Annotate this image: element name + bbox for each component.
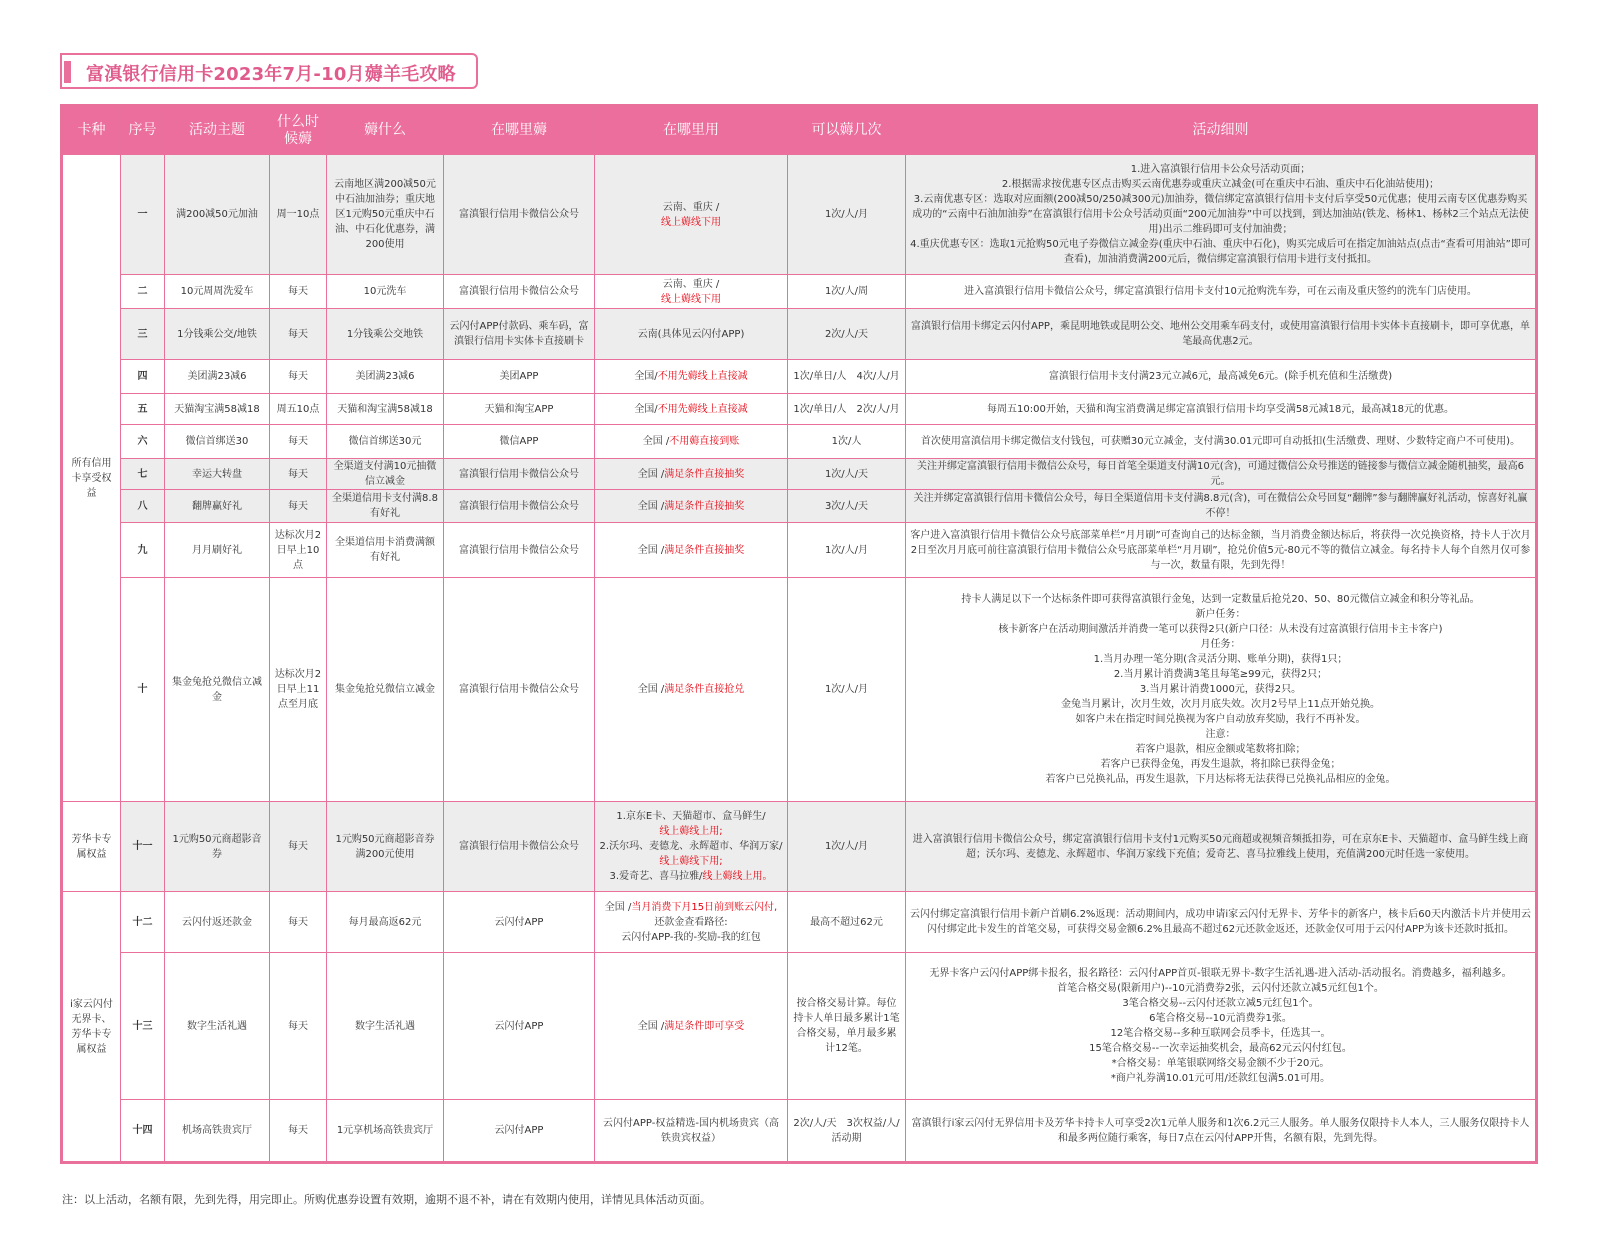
activity-detail bbox=[906, 802, 1537, 892]
activity-what: 10元洗车 bbox=[327, 275, 444, 309]
row-number: 七 bbox=[121, 459, 165, 490]
activity-times: 1次/人/月 bbox=[788, 523, 906, 578]
activity-where-use bbox=[595, 155, 788, 275]
activity-theme: 微信首绑送30 bbox=[165, 425, 270, 459]
activity-where-use bbox=[595, 394, 788, 425]
use-line-text: 线上薅线上用; bbox=[659, 826, 723, 837]
use-scope: 全国 / bbox=[604, 901, 632, 913]
activity-detail bbox=[906, 892, 1537, 953]
activity-detail bbox=[906, 360, 1537, 394]
header-when: 什么时候薅 bbox=[270, 106, 327, 155]
activity-when: 周一10点 bbox=[270, 155, 327, 275]
activity-where-get: 富滇银行信用卡微信公众号 bbox=[444, 802, 595, 892]
detail-line: 云闪付绑定富滇银行信用卡新户首刷6.2%返现：活动期间内，成功申请i家云闪付无界卡、芳华卡的新客户，核卡后60天内激活卡片并使用云闪付绑定此卡发生的首笔交易，可获得交易金额6.2%且最高不超过62元还款金返还，还款金仅可用于云闪付APP为该卡还款时抵扣。 bbox=[910, 909, 1531, 935]
header-detail: 活动细则 bbox=[906, 106, 1537, 155]
activity-when: 达标次月2日早上11点至月底 bbox=[270, 578, 327, 802]
use-scope: 云南、重庆 / bbox=[662, 201, 720, 213]
use-note: 不用薅直接到账 bbox=[669, 436, 740, 447]
use-scope: 全国 / bbox=[637, 684, 665, 695]
activity-when: 每天 bbox=[270, 892, 327, 953]
table-row bbox=[62, 459, 1537, 490]
activity-times: 按合格交易计算。每位持卡人单日最多累计1笔合格交易，单月最多累计12笔。 bbox=[788, 953, 906, 1100]
row-number: 三 bbox=[121, 309, 165, 360]
detail-line: 若客户退款，相应金额或笔数将扣除； bbox=[1135, 744, 1306, 755]
use-scope: 云南(具体见云闪付APP) bbox=[637, 328, 745, 340]
activity-when: 达标次月2日早上10点 bbox=[270, 523, 327, 578]
detail-line: 注意： bbox=[1205, 729, 1236, 740]
table-row bbox=[62, 523, 1537, 578]
use-line bbox=[599, 809, 783, 824]
use-scope: 全国 / bbox=[642, 436, 670, 447]
header-where-use: 在哪里用 bbox=[595, 106, 788, 155]
activity-where-use bbox=[595, 523, 788, 578]
table-row bbox=[62, 360, 1537, 394]
activity-detail bbox=[906, 490, 1537, 523]
use-extra-line: 云闪付APP-我的-奖励-我的红包 bbox=[621, 931, 761, 943]
table-row bbox=[62, 425, 1537, 459]
detail-line: 无界卡客户云闪付APP绑卡报名，报名路径：云闪付APP首页-银联无界卡-数字生活礼遇-进入活动-活动报名。消费越多，福利越多。 bbox=[929, 968, 1512, 979]
detail-line: 首笔合格交易(限新用户)--10元消费券2张，云闪付还款立减5元红包1个。 bbox=[1057, 983, 1384, 994]
activity-detail bbox=[906, 523, 1537, 578]
detail-line: 进入富滇银行信用卡微信公众号，绑定富滇银行信用卡支付1元购买50元商超或视频音频抵扣券，可在京东E卡、天猫超市、盒马鲜生线上商超；沃尔玛、麦德龙、永辉超市、华润万家线下充值；爱奇艺、喜马拉雅线上使用，充值满200元时任选一家使用。 bbox=[912, 833, 1529, 860]
detail-line: 3.当月累计消费1000元，获得2只。 bbox=[1139, 684, 1302, 695]
use-scope: 全国/ bbox=[634, 371, 658, 382]
detail-line: 富滇银行信用卡绑定云闪付APP，乘昆明地铁或昆明公交、地州公交用乘车码支付，或使用富滇银行信用卡实体卡直接刷卡，即可享优惠，单笔最高优惠2元。 bbox=[911, 321, 1530, 347]
activity-where-use bbox=[595, 490, 788, 523]
activity-what: 集金兔抢兑微信立减金 bbox=[327, 578, 444, 802]
activity-times: 2次/人/天 3次权益/人/活动期 bbox=[788, 1100, 906, 1163]
activity-detail bbox=[906, 309, 1537, 360]
detail-line: 1.进入富滇银行信用卡公众号活动页面； bbox=[1130, 164, 1311, 175]
activity-what: 微信首绑送30元 bbox=[327, 425, 444, 459]
use-note: 线上薅线下用 bbox=[661, 216, 721, 228]
activity-theme: 1元购50元商超影音券 bbox=[165, 802, 270, 892]
use-note: 当月消费下月15日前到账云闪付, bbox=[631, 901, 778, 913]
activity-where-get: 富滇银行信用卡微信公众号 bbox=[444, 459, 595, 490]
detail-line: *商户礼券满10.01元可用/还款红包满5.01可用。 bbox=[1110, 1073, 1331, 1084]
row-number: 一 bbox=[121, 155, 165, 275]
detail-line: 如客户未在指定时间兑换视为客户自动放弃奖励，我行不再补发。 bbox=[1075, 714, 1366, 725]
activity-where-use bbox=[595, 802, 788, 892]
activity-theme: 幸运大转盘 bbox=[165, 459, 270, 490]
activity-what: 美团满23减6 bbox=[327, 360, 444, 394]
detail-line: 进入富滇银行信用卡微信公众号，绑定富滇银行信用卡支付10元抢购洗车券，可在云南及重庆签约的洗车门店使用。 bbox=[964, 286, 1477, 297]
use-note: 不用先薅线上直接减 bbox=[657, 403, 748, 415]
detail-line: 若客户已获得金兔，再发生退款，将扣除已获得金兔； bbox=[1100, 759, 1341, 770]
detail-line: 持卡人满足以下一个达标条件即可获得富滇银行金兔，达到一定数量后抢兑20、50、80元微信立减金和积分等礼品。 bbox=[961, 594, 1480, 605]
title-accent-bar bbox=[64, 61, 71, 83]
header-what: 薅什么 bbox=[327, 106, 444, 155]
use-scope: 云南、重庆 / bbox=[662, 278, 720, 290]
detail-line: 12笔合格交易--多种互联网会员季卡，任选其一。 bbox=[1110, 1028, 1331, 1039]
detail-line: 15笔合格交易--一次幸运抽奖机会，最高62元云闪付红包。 bbox=[1089, 1043, 1352, 1054]
activity-when: 每天 bbox=[270, 953, 327, 1100]
activity-what: 数字生活礼遇 bbox=[327, 953, 444, 1100]
detail-line: 核卡新客户在活动期间激活并消费一笔可以获得2只(新户口径：从未没有过富滇银行信用卡主卡客户) bbox=[998, 624, 1443, 635]
activity-what: 1元享机场高铁贵宾厅 bbox=[327, 1100, 444, 1163]
use-line-suffix: 线上薅线上用。 bbox=[702, 871, 773, 882]
detail-line: 2.当月累计消费满3笔且每笔≥99元，获得2只； bbox=[1113, 669, 1328, 680]
card-type-cell: i家云闪付无界卡、芳华卡专属权益 bbox=[62, 892, 121, 1163]
detail-line: 新户任务： bbox=[1195, 609, 1246, 620]
activity-times: 1次/单日/人 4次/人/月 bbox=[788, 360, 906, 394]
detail-line: 每周五10:00开始，天猫和淘宝消费满足绑定富滇银行信用卡均享受满58元减18元，最高减18元的优惠。 bbox=[987, 403, 1454, 415]
detail-line: 6笔合格交易--10元消费券1张。 bbox=[1149, 1013, 1292, 1024]
detail-line: 富滇银行i家云闪付无界信用卡及芳华卡持卡人可享受2次1元单人服务和1次6.2元三人服务。单人服务仅限持卡人本人，三人服务仅限持卡人和最多两位随行乘客，每日7点在云闪付APP开售，名额有限，先到先得。 bbox=[911, 1117, 1530, 1144]
activity-theme: 数字生活礼遇 bbox=[165, 953, 270, 1100]
row-number: 十四 bbox=[121, 1100, 165, 1163]
detail-line: 月任务： bbox=[1200, 639, 1241, 650]
page-title: 富滇银行信用卡2023年7月-10月薅羊毛攻略 bbox=[86, 64, 456, 85]
row-number: 二 bbox=[121, 275, 165, 309]
activity-where-get: 天猫和淘宝APP bbox=[444, 394, 595, 425]
table-row bbox=[62, 802, 1537, 892]
use-scope: 全国 / bbox=[637, 1020, 665, 1032]
card-type-cell: 所有信用卡享受权益 bbox=[62, 155, 121, 802]
activity-where-use bbox=[595, 360, 788, 394]
detail-line: *合格交易：单笔银联网络交易金额不少于20元。 bbox=[1111, 1058, 1330, 1069]
activity-where-get: 微信APP bbox=[444, 425, 595, 459]
use-line-text: 3.爱奇艺、喜马拉雅/ bbox=[609, 871, 703, 882]
row-number: 八 bbox=[121, 490, 165, 523]
activity-what: 1分钱乘公交地铁 bbox=[327, 309, 444, 360]
activity-where-use bbox=[595, 459, 788, 490]
use-line-text: 1.京东E卡、天猫超市、盒马鲜生/ bbox=[616, 811, 766, 822]
detail-line: 若客户已兑换礼品，再发生退款，下月达标将无法获得已兑换礼品相应的金兔。 bbox=[1045, 774, 1396, 785]
activity-when: 每天 bbox=[270, 275, 327, 309]
activity-what: 云南地区满200减50元中石油加油券；重庆地区1元购50元重庆中石油、中石化优惠券，满200使用 bbox=[327, 155, 444, 275]
activity-theme: 翻牌赢好礼 bbox=[165, 490, 270, 523]
row-number: 十三 bbox=[121, 953, 165, 1100]
use-scope: 全国 / bbox=[637, 500, 665, 512]
activity-detail bbox=[906, 1100, 1537, 1163]
activity-where-get: 云闪付APP bbox=[444, 892, 595, 953]
use-note: 不用先薅线上直接减 bbox=[657, 371, 748, 382]
activity-what: 全渠道信用卡支付满8.8有好礼 bbox=[327, 490, 444, 523]
activity-where-use bbox=[595, 892, 788, 953]
use-line-text: 2.沃尔玛、麦德龙、永辉超市、华润万家/ bbox=[599, 841, 783, 852]
activity-when: 每天 bbox=[270, 425, 327, 459]
activity-times: 3次/人/天 bbox=[788, 490, 906, 523]
use-extra-line: 还款金查看路径: bbox=[654, 916, 728, 928]
activity-times: 1次/单日/人 2次/人/月 bbox=[788, 394, 906, 425]
use-note: 满足条件即可享受 bbox=[664, 1020, 745, 1032]
detail-line: 关注并绑定富滇银行信用卡微信公众号，每日首笔全渠道支付满10元(含)，可通过微信公众号推送的链接参与微信立减金随机抽奖，最高6元。 bbox=[917, 461, 1524, 487]
activity-when: 每天 bbox=[270, 490, 327, 523]
activity-what: 天猫和淘宝满58减18 bbox=[327, 394, 444, 425]
detail-line: 富滇银行信用卡支付满23元立减6元，最高减免6元。(除手机充值和生活缴费) bbox=[1048, 371, 1393, 382]
table-row bbox=[62, 892, 1537, 953]
row-number: 十 bbox=[121, 578, 165, 802]
activity-times: 1次/人/天 bbox=[788, 459, 906, 490]
use-line bbox=[599, 839, 783, 854]
use-line-text: 线上薅线下用; bbox=[659, 856, 723, 867]
detail-line: 4.重庆优惠专区：选取1元抢购50元电子券微信立减金券(重庆中石油、重庆中石化)，购买完成后可在指定加油站点(点击“查看可用油站”即可查看)，加油消费满200元后，微信绑定富滇银行信用卡进行支付抵扣。 bbox=[910, 239, 1531, 265]
row-number: 十二 bbox=[121, 892, 165, 953]
activity-theme: 云闪付返还款金 bbox=[165, 892, 270, 953]
activity-theme: 集金兔抢兑微信立减金 bbox=[165, 578, 270, 802]
activity-theme: 1分钱乘公交/地铁 bbox=[165, 309, 270, 360]
row-number: 十一 bbox=[121, 802, 165, 892]
activity-where-get: 富滇银行信用卡微信公众号 bbox=[444, 578, 595, 802]
activity-detail bbox=[906, 394, 1537, 425]
header-times: 可以薅几次 bbox=[788, 106, 906, 155]
activity-where-use bbox=[595, 1100, 788, 1163]
activity-times: 2次/人/天 bbox=[788, 309, 906, 360]
table-row bbox=[62, 1100, 1537, 1163]
activity-where-get: 美团APP bbox=[444, 360, 595, 394]
activity-theme: 10元周周洗爱车 bbox=[165, 275, 270, 309]
use-note: 满足条件直接抢兑 bbox=[664, 684, 745, 695]
activity-table bbox=[60, 104, 1538, 1164]
activity-theme: 天猫淘宝满58减18 bbox=[165, 394, 270, 425]
table-row bbox=[62, 953, 1537, 1100]
activity-where-get: 富滇银行信用卡微信公众号 bbox=[444, 490, 595, 523]
activity-what: 全渠道支付满10元抽微信立减金 bbox=[327, 459, 444, 490]
activity-detail bbox=[906, 425, 1537, 459]
use-line bbox=[599, 824, 783, 839]
header-theme: 活动主题 bbox=[165, 106, 270, 155]
activity-when: 每天 bbox=[270, 459, 327, 490]
title-box bbox=[60, 53, 478, 89]
activity-where-get: 云闪付APP付款码、乘车码，富滇银行信用卡实体卡直接刷卡 bbox=[444, 309, 595, 360]
use-scope: 全国/ bbox=[634, 403, 658, 415]
activity-times: 最高不超过62元 bbox=[788, 892, 906, 953]
activity-where-get: 富滇银行信用卡微信公众号 bbox=[444, 155, 595, 275]
table-row bbox=[62, 490, 1537, 523]
activity-where-get: 富滇银行信用卡微信公众号 bbox=[444, 523, 595, 578]
header-where-get: 在哪里薅 bbox=[444, 106, 595, 155]
detail-line: 1.当月办理一笔分期(含灵活分期、账单分期)，获得1只； bbox=[1093, 654, 1348, 665]
table-row bbox=[62, 275, 1537, 309]
activity-where-get: 云闪付APP bbox=[444, 953, 595, 1100]
activity-detail bbox=[906, 953, 1537, 1100]
table-row bbox=[62, 155, 1537, 275]
activity-when: 每天 bbox=[270, 1100, 327, 1163]
detail-line: 首次使用富滇信用卡绑定微信支付钱包，可获赠30元立减金，支付满30.01元即可自动抵扣(生活缴费、理财、少数特定商户不可使用)。 bbox=[920, 436, 1521, 447]
detail-line: 3笔合格交易--云闪付还款立减5元红包1个。 bbox=[1122, 998, 1319, 1009]
use-note: 满足条件直接抽奖 bbox=[664, 544, 745, 556]
activity-what: 每月最高返62元 bbox=[327, 892, 444, 953]
use-note: 线上薅线下用 bbox=[661, 293, 721, 305]
detail-line: 客户进入富滇银行信用卡微信公众号底部菜单栏“月月刷”可查询自己的达标金额，当月消费金额达标后，将获得一次兑换资格，持卡人于次月2日至次月月底可前往富滇银行信用卡微信公众号底部菜单栏“月月刷”，抢兑价值5元-80元不等的微信立减金。每名持卡人每个自然月仅可参与一次，数量有限，先到先得！ bbox=[910, 529, 1531, 571]
activity-when: 每天 bbox=[270, 360, 327, 394]
activity-times: 1次/人 bbox=[788, 425, 906, 459]
table-header-row bbox=[62, 106, 1537, 155]
row-number: 五 bbox=[121, 394, 165, 425]
activity-theme: 机场高铁贵宾厅 bbox=[165, 1100, 270, 1163]
header-number: 序号 bbox=[121, 106, 165, 155]
row-number: 九 bbox=[121, 523, 165, 578]
activity-where-use bbox=[595, 425, 788, 459]
detail-line: 金兔当月累计，次月生效，次月月底失效。次月2号早上11点开始兑换。 bbox=[1060, 699, 1381, 710]
activity-times: 1次/人/月 bbox=[788, 802, 906, 892]
activity-detail bbox=[906, 275, 1537, 309]
activity-where-use bbox=[595, 578, 788, 802]
activity-what: 1元购50元商超影音券满200元使用 bbox=[327, 802, 444, 892]
activity-theme: 美团满23减6 bbox=[165, 360, 270, 394]
row-number: 六 bbox=[121, 425, 165, 459]
activity-detail bbox=[906, 155, 1537, 275]
table-row bbox=[62, 394, 1537, 425]
use-note: 满足条件直接抽奖 bbox=[664, 500, 745, 512]
activity-theme: 满200减50元加油 bbox=[165, 155, 270, 275]
activity-when: 周五10点 bbox=[270, 394, 327, 425]
use-scope: 云闪付APP-权益精选-国内机场贵宾（高铁贵宾权益） bbox=[603, 1117, 779, 1144]
detail-line: 3.云南优惠专区：选取对应面额(200减50/250减300元)加油券，微信绑定富滇银行信用卡支付后享受50元优惠；使用云南专区优惠券购买成功的“云南中石油加油券”在富滇银行信用卡公众号活动页面“200元加油券”中可以找到，到达加油站(铁龙、杨林1、杨林2三个站点无法使用)出示二维码即可支付加油费； bbox=[912, 194, 1529, 235]
activity-where-use bbox=[595, 309, 788, 360]
activity-theme: 月月刷好礼 bbox=[165, 523, 270, 578]
activity-what: 全渠道信用卡消费满额有好礼 bbox=[327, 523, 444, 578]
footnote: 注：以上活动，名额有限，先到先得，用完即止。所购优惠券设置有效期，逾期不退不补，请在有效期内使用，详情见具体活动页面。 bbox=[62, 1193, 711, 1206]
activity-where-get: 云闪付APP bbox=[444, 1100, 595, 1163]
activity-where-use bbox=[595, 275, 788, 309]
detail-line: 2.根据需求按优惠专区点击购买云南优惠券或重庆立减金(可在重庆中石油、重庆中石化油站使用)； bbox=[1001, 179, 1440, 190]
activity-times: 1次/人/月 bbox=[788, 578, 906, 802]
activity-when: 每天 bbox=[270, 802, 327, 892]
use-note: 满足条件直接抽奖 bbox=[664, 468, 745, 480]
activity-detail bbox=[906, 578, 1537, 802]
use-scope: 全国 / bbox=[637, 544, 665, 556]
header-card-type: 卡种 bbox=[62, 106, 121, 155]
activity-times: 1次/人/周 bbox=[788, 275, 906, 309]
activity-detail bbox=[906, 459, 1537, 490]
activity-where-use bbox=[595, 953, 788, 1100]
activity-where-get: 富滇银行信用卡微信公众号 bbox=[444, 275, 595, 309]
use-line bbox=[599, 869, 783, 884]
use-scope: 全国 / bbox=[637, 468, 665, 480]
table-row bbox=[62, 578, 1537, 802]
row-number: 四 bbox=[121, 360, 165, 394]
detail-line: 关注并绑定富滇银行信用卡微信公众号，每日全渠道信用卡支付满8.8元(含)，可在微信公众号回复“翻牌”参与翻牌赢好礼活动，惊喜好礼赢不停！ bbox=[913, 493, 1528, 519]
activity-times: 1次/人/月 bbox=[788, 155, 906, 275]
activity-when: 每天 bbox=[270, 309, 327, 360]
use-line bbox=[599, 854, 783, 869]
table-row bbox=[62, 309, 1537, 360]
card-type-cell: 芳华卡专属权益 bbox=[62, 802, 121, 892]
